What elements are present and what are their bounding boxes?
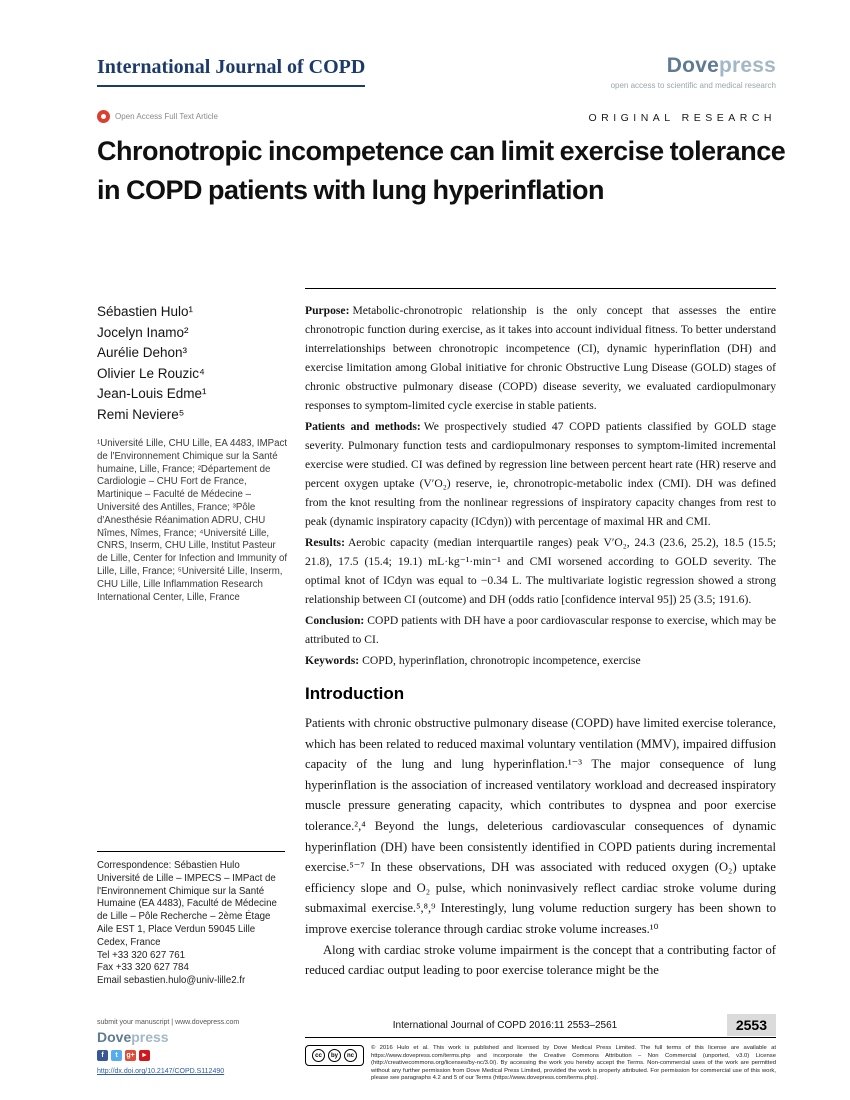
open-access-row: [97, 110, 218, 123]
dovepress-logo-dove: Dove: [666, 54, 719, 77]
author-name: Sébastien Hulo¹: [97, 304, 194, 319]
affiliations: ¹Université Lille, CHU Lille, EA 4483, IMPact de l'Environnement Chimique sur la Santé humaine, Lille, France; ²Département de Cardiologie – CHU Fort de France, Martinique – Faculté de Médecine – Université des Antilles, France; ³Pôle d'Anesthésie Réanimation ADRU, CHU Nîmes, Nîmes, France; ⁴Université Lille, CNRS, Inserm, CHU Lille, Institut Pasteur de Lille, Center for Infection and Immunity of Lille, Lille, France; ⁵Université Lille, Inserm, CHU Lille, Lille Inflammation Research International Center, Lille, France: [97, 438, 288, 603]
dovepress-logo[interactable]: [611, 54, 776, 78]
author-name: Jocelyn Inamo²: [97, 324, 189, 340]
abstract-section-methods: [305, 417, 776, 531]
creative-commons-button[interactable]: [305, 1045, 364, 1066]
open-access-icon-dot: [101, 114, 106, 119]
abstract-section-results: [305, 533, 776, 609]
correspondence-tel: Tel +33 320 627 761: [97, 949, 186, 961]
dovepress-logo-press: press: [718, 54, 776, 77]
cc-nc-icon: nc: [344, 1049, 357, 1062]
page-number: 2553: [727, 1014, 776, 1036]
abstract-text: Metabolic-chronotropic relationship is the only concept that assesses the entire chronotropic function during exercise, as it takes into account individual fitness. To better understand interrelationships between chronotropic incompetence (CI), dynamic hyperinflation (DH) and exercise limitation among Global initiative for chronic Obstructive Lung Disease (GOLD) stages of chronic obstructive pulmonary disease (COPD) disease severity, we evaluated cardiopulmonary responses to symptom-limited cycle exercise in stable patients.: [305, 304, 776, 412]
footer-dovepress-logo[interactable]: [97, 1029, 297, 1045]
correspondence-head: Correspondence: Sébastien Hulo: [97, 860, 240, 871]
article-title: Chronotropic incompetence can limit exercise tolerance in COPD patients with lung hyperinflation: [97, 136, 786, 205]
journal-name: International Journal of COPD: [97, 56, 365, 87]
abstract-text: We prospectively studied 47 COPD patients classified by GOLD stage severity. Pulmonary function tests and cardiopulmonary responses to symptom-limited incremental exercise were studied. CI was defined by regression line between percent heart rate (HR) reserve and percent oxygen uptake (V′O₂) reserve, ie, chronotropic-metabolic index (CMI). DH was defined from the knot resulting from the nonlinear regressions of inspiratory capacity changes from rest to peak (dynamic inspiratory capacity (ICdyn)) with percentage of maximal HR and CMI.: [305, 420, 776, 528]
journal-citation: International Journal of COPD 2016:11 2553–2561: [392, 1020, 618, 1031]
author-column: [97, 302, 289, 604]
correspondence-email[interactable]: Email sebastien.hulo@univ-lille2.fr: [97, 975, 246, 987]
footer-logo-press: press: [131, 1029, 169, 1045]
facebook-icon[interactable]: f: [97, 1050, 108, 1061]
license-text: © 2016 Hulo et al. This work is published and licensed by Dove Medical Press Limited. The full terms of this license are available at https://www.dovepress.com/terms.php and incorporate the Creative Commons Attribution – Non Commercial (unported, v3.0) License (http://creativecommons.org/licenses/by-nc/3.0/). By accessing the work you hereby accept the Terms. Non-commercial uses of the work are permitted without any further permission from Dove Medical Press Limited, provided the work is properly attributed. For permission for commercial use of this work, please see paragraphs 4.2 and 5 of our Terms (https://www.dovepress.com/terms.php).: [371, 1045, 776, 1082]
abstract-section-conclusion: [305, 611, 776, 649]
intro-paragraph-2: Along with cardiac stroke volume impairment is the concept that a contributing factor of reduced cardiac output leading to poor exercise tolerance might be the: [305, 942, 776, 978]
submit-manuscript-line[interactable]: submit your manuscript | www.dovepress.com: [97, 1019, 240, 1026]
introduction-heading: Introduction: [305, 684, 405, 703]
publisher-tagline: open access to scientific and medical research: [610, 81, 776, 90]
author-name: Jean-Louis Edme¹: [97, 386, 207, 401]
correspondence-fax: Fax +33 320 627 784: [97, 962, 189, 974]
abstract-label: Purpose:: [305, 304, 350, 317]
youtube-icon[interactable]: ►: [139, 1050, 150, 1061]
article-type-label: ORIGINAL RESEARCH: [588, 112, 776, 124]
googleplus-icon[interactable]: g+: [126, 1052, 135, 1059]
article-body-column: [305, 288, 776, 1030]
footer-logo-dove: Dove: [97, 1029, 132, 1045]
correspondence-block: [97, 851, 285, 988]
intro-paragraph-1: Patients with chronic obstructive pulmonary disease (COPD) have limited exercise tolerance, which has been related to reduced maximal voluntary ventilation (MMV), impaired diffusion capacity of the lung and lung hyperinflation.¹⁻³ The major consequence of lung hyperinflation is the association of increased ventilatory workload and decreased inspiratory muscle pressure generating capacity, which contributes to dyspnea and poor exercise tolerance.²,⁴ Beyond the lungs, deleterious cardiovascular consequences of dynamic hyperinflation (DH) have been consistently identified in COPD patients during incremental exercise.⁵⁻⁷ In these observations, DH was associated with reduced oxygen (O₂) uptake efficiency slope and O₂ pulse, which noninvasively reflect cardiac stroke volume during submaximal exercise.⁵,⁸,⁹ Interestingly, lung volume reduction surgery has been shown to improve exercise tolerance through cardiac stroke volume increases.¹⁰: [305, 716, 776, 936]
doi-link[interactable]: http://dx.doi.org/10.2147/COPD.S112490: [97, 1068, 225, 1075]
abstract-section-purpose: [305, 301, 776, 415]
author-name: Olivier Le Rouzic⁴: [97, 365, 205, 381]
author-name: Remi Neviere⁵: [97, 406, 185, 422]
author-list: [97, 302, 289, 425]
author-name: Aurélie Dehon³: [97, 345, 188, 360]
abstract-keywords: [305, 651, 776, 670]
abstract-label: Conclusion:: [305, 614, 365, 627]
footer-left: [97, 1019, 297, 1075]
abstract-text: Aerobic capacity (median interquartile ranges) peak V′O₂, 24.3 (23.6, 25.2), 18.5 (15.5; 21.8), 17.5 (15.4; 19.1) mL·kg⁻¹·min⁻¹ and CMI worsened according to GOLD severity. The optimal knot of ICdyn was equal to −0.34 L. The multivariate logistic regression showed a strong relationship between CI (outcome) and DH (odds ratio [confidence interval 95]) 25 (3.5; 191.6).: [305, 536, 776, 606]
abstract-text: COPD, hyperinflation, chronotropic incompetence, exercise: [362, 654, 641, 667]
abstract-label: Results:: [305, 536, 345, 549]
open-access-icon: [97, 110, 110, 123]
cc-by-icon: by: [328, 1049, 341, 1062]
abstract-text: COPD patients with DH have a poor cardiovascular response to exercise, which may be attributed to CI.: [305, 614, 776, 646]
twitter-icon[interactable]: t: [111, 1050, 122, 1061]
correspondence-address: Université de Lille – IMPECS – IMPact de l'Environnement Chimique sur la Santé Humaine (EA 4483), Faculté de Médecine de Lille – Pôle Recherche – 2ème Étage Aile EST 1, Place Verdun 59045 Lille Cedex, France: [97, 872, 277, 948]
cc-icon: cc: [312, 1049, 325, 1062]
open-access-label[interactable]: Open Access Full Text Article: [115, 112, 219, 121]
footer-divider: [305, 1037, 776, 1038]
license-row: [305, 1045, 776, 1083]
social-icons-row: [97, 1050, 297, 1061]
abstract-label: Patients and methods:: [305, 420, 421, 433]
publisher-block: [611, 54, 776, 90]
abstract-label: Keywords:: [305, 654, 360, 667]
